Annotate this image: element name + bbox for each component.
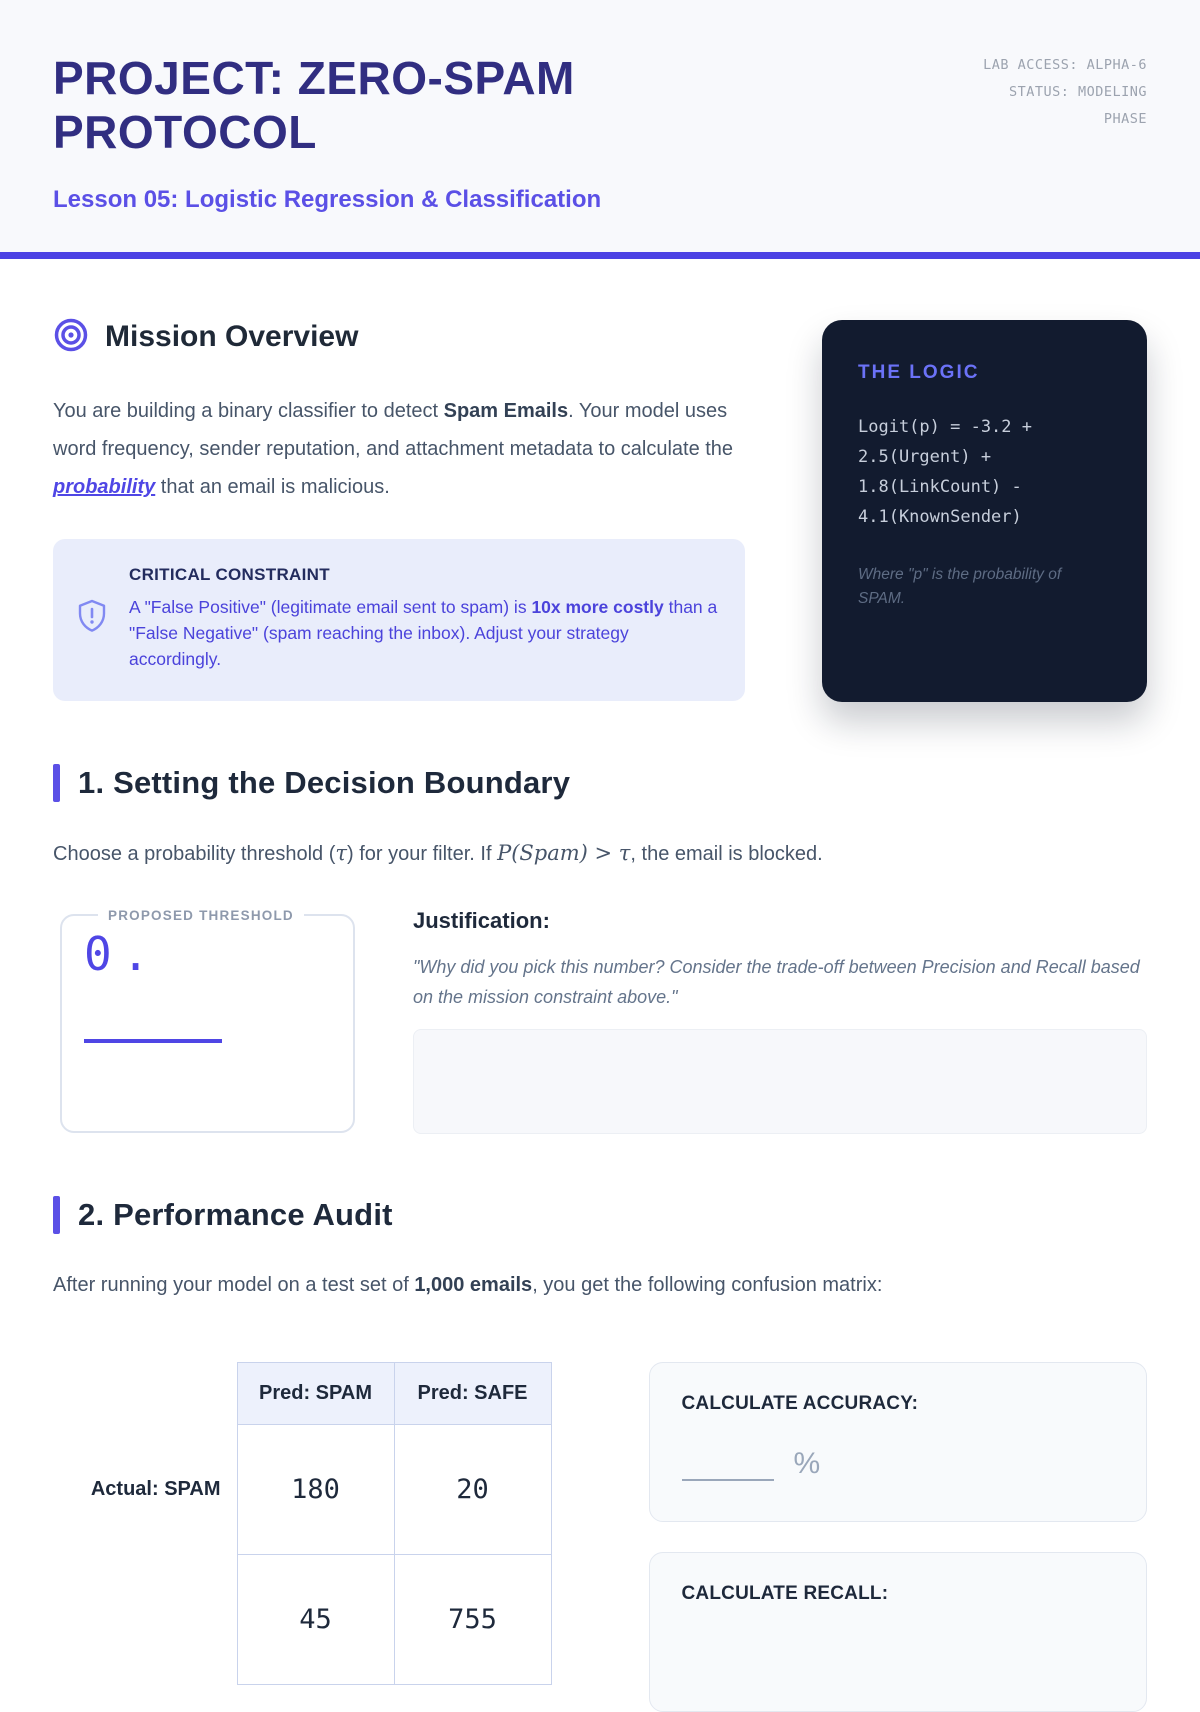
formula-note: Where "p" is the probability of SPAM. bbox=[858, 565, 1062, 608]
constraint-text: than a "False Negative" (spam reaching the inbox). Adjust your strategy accordingly. bbox=[129, 596, 718, 670]
mission-bold-spam-emails: Spam Emails bbox=[443, 399, 569, 422]
section2-text: , you get the following confusion matrix: bbox=[532, 1273, 883, 1296]
accuracy-label: CALCULATE ACCURACY: bbox=[681, 1392, 919, 1414]
matrix-row-label-second bbox=[53, 1554, 237, 1684]
accuracy-write-in-blank[interactable] bbox=[682, 1457, 774, 1481]
justification-answer-area[interactable] bbox=[413, 1029, 1147, 1134]
matrix-col-header-pred-spam: Pred: SPAM bbox=[237, 1362, 394, 1424]
constraint-body bbox=[129, 594, 719, 673]
mission-heading: Mission Overview bbox=[105, 320, 359, 354]
formula-line: Logit(p) = -3.2 + bbox=[858, 416, 1032, 437]
justification-prompt: "Why did you pick this number? Consider the trade-off between Precision and Recall based on the mission constraint above." bbox=[413, 956, 1140, 1008]
formula-line: 1.8(LinkCount) - bbox=[858, 477, 1022, 498]
mission-paragraph bbox=[53, 392, 745, 507]
section2-heading: 2. Performance Audit bbox=[78, 1196, 393, 1232]
section-performance-audit bbox=[53, 1196, 1147, 1712]
lesson-subtitle: Lesson 05: Logistic Regression & Classification bbox=[53, 185, 602, 213]
lab-meta bbox=[975, 52, 1147, 133]
logic-card bbox=[822, 320, 1147, 702]
section2-bold-emails: 1,000 emails bbox=[414, 1273, 533, 1296]
matrix-cell-false-negative: 20 bbox=[394, 1424, 551, 1554]
calculate-recall-box bbox=[649, 1552, 1148, 1712]
matrix-cell-false-positive: 45 bbox=[237, 1554, 394, 1684]
table-row bbox=[53, 1554, 551, 1684]
mission-text: that an email is malicious. bbox=[155, 476, 390, 499]
section1-text: Choose a probability threshold ( bbox=[53, 842, 336, 865]
constraint-text: A "False Positive" (legitimate email sent to spam) is bbox=[129, 596, 532, 617]
threshold-write-in-blank[interactable] bbox=[84, 1039, 222, 1043]
constraint-bold-cost: 10x more costly bbox=[531, 596, 664, 617]
probability-emphasis: probability bbox=[53, 476, 156, 499]
matrix-cell-true-positive: 180 bbox=[237, 1424, 394, 1554]
lab-status-text: STATUS: MODELING PHASE bbox=[1008, 84, 1147, 127]
page-title: PROJECT: ZERO-SPAM PROTOCOL bbox=[53, 52, 575, 158]
matrix-cell-true-negative: 755 bbox=[394, 1554, 551, 1684]
confusion-matrix-table bbox=[53, 1362, 552, 1685]
audit-boxes-column bbox=[649, 1362, 1148, 1712]
worksheet-body bbox=[0, 317, 1200, 1712]
table-row bbox=[53, 1424, 551, 1554]
section1-text: ) for your filter. If bbox=[347, 842, 498, 865]
section-accent-bar bbox=[53, 1196, 60, 1234]
section1-heading: 1. Setting the Decision Boundary bbox=[78, 764, 571, 800]
lab-access-text: LAB ACCESS: ALPHA-6 bbox=[983, 57, 1147, 73]
formula-line: 2.5(Urgent) + bbox=[858, 446, 992, 467]
constraint-title: CRITICAL CONSTRAINT bbox=[129, 564, 330, 584]
justification-block bbox=[413, 908, 1147, 1134]
calculate-accuracy-box bbox=[649, 1362, 1148, 1522]
section-accent-bar bbox=[53, 764, 60, 802]
section2-text: After running your model on a test set of bbox=[53, 1273, 415, 1296]
threshold-legend: PROPOSED THRESHOLD bbox=[108, 907, 294, 923]
threshold-value-prefix: 0. bbox=[84, 926, 160, 981]
shield-alert-icon bbox=[75, 598, 109, 639]
matrix-row-label-actual-spam: Actual: SPAM bbox=[90, 1477, 221, 1500]
formula-line: 4.1(KnownSender) bbox=[858, 507, 1022, 528]
percent-sign: % bbox=[793, 1446, 821, 1480]
page-header bbox=[0, 0, 1200, 259]
critical-constraint-callout bbox=[53, 539, 745, 701]
target-icon bbox=[53, 317, 89, 358]
recall-label: CALCULATE RECALL: bbox=[681, 1582, 889, 1604]
p-spam-inequality: P(Spam) > τ bbox=[497, 840, 631, 865]
logit-formula bbox=[858, 412, 1111, 533]
mission-text: . Your model uses word frequency, sender reputation, and attachment metadata to calculate the bbox=[53, 399, 734, 461]
justification-heading: Justification: bbox=[413, 907, 550, 933]
proposed-threshold-box bbox=[60, 908, 355, 1133]
section1-text: , the email is blocked. bbox=[630, 842, 823, 865]
mission-text: You are building a binary classifier to detect bbox=[53, 399, 444, 422]
section-decision-boundary bbox=[53, 764, 1147, 1134]
mission-section bbox=[53, 317, 1147, 702]
matrix-corner-cell bbox=[53, 1362, 237, 1424]
section1-intro bbox=[53, 834, 1147, 874]
logic-card-title: THE LOGIC bbox=[858, 361, 980, 383]
matrix-col-header-pred-safe: Pred: SAFE bbox=[394, 1362, 551, 1424]
tau-symbol: τ bbox=[335, 840, 348, 865]
section2-intro bbox=[53, 1266, 1147, 1304]
